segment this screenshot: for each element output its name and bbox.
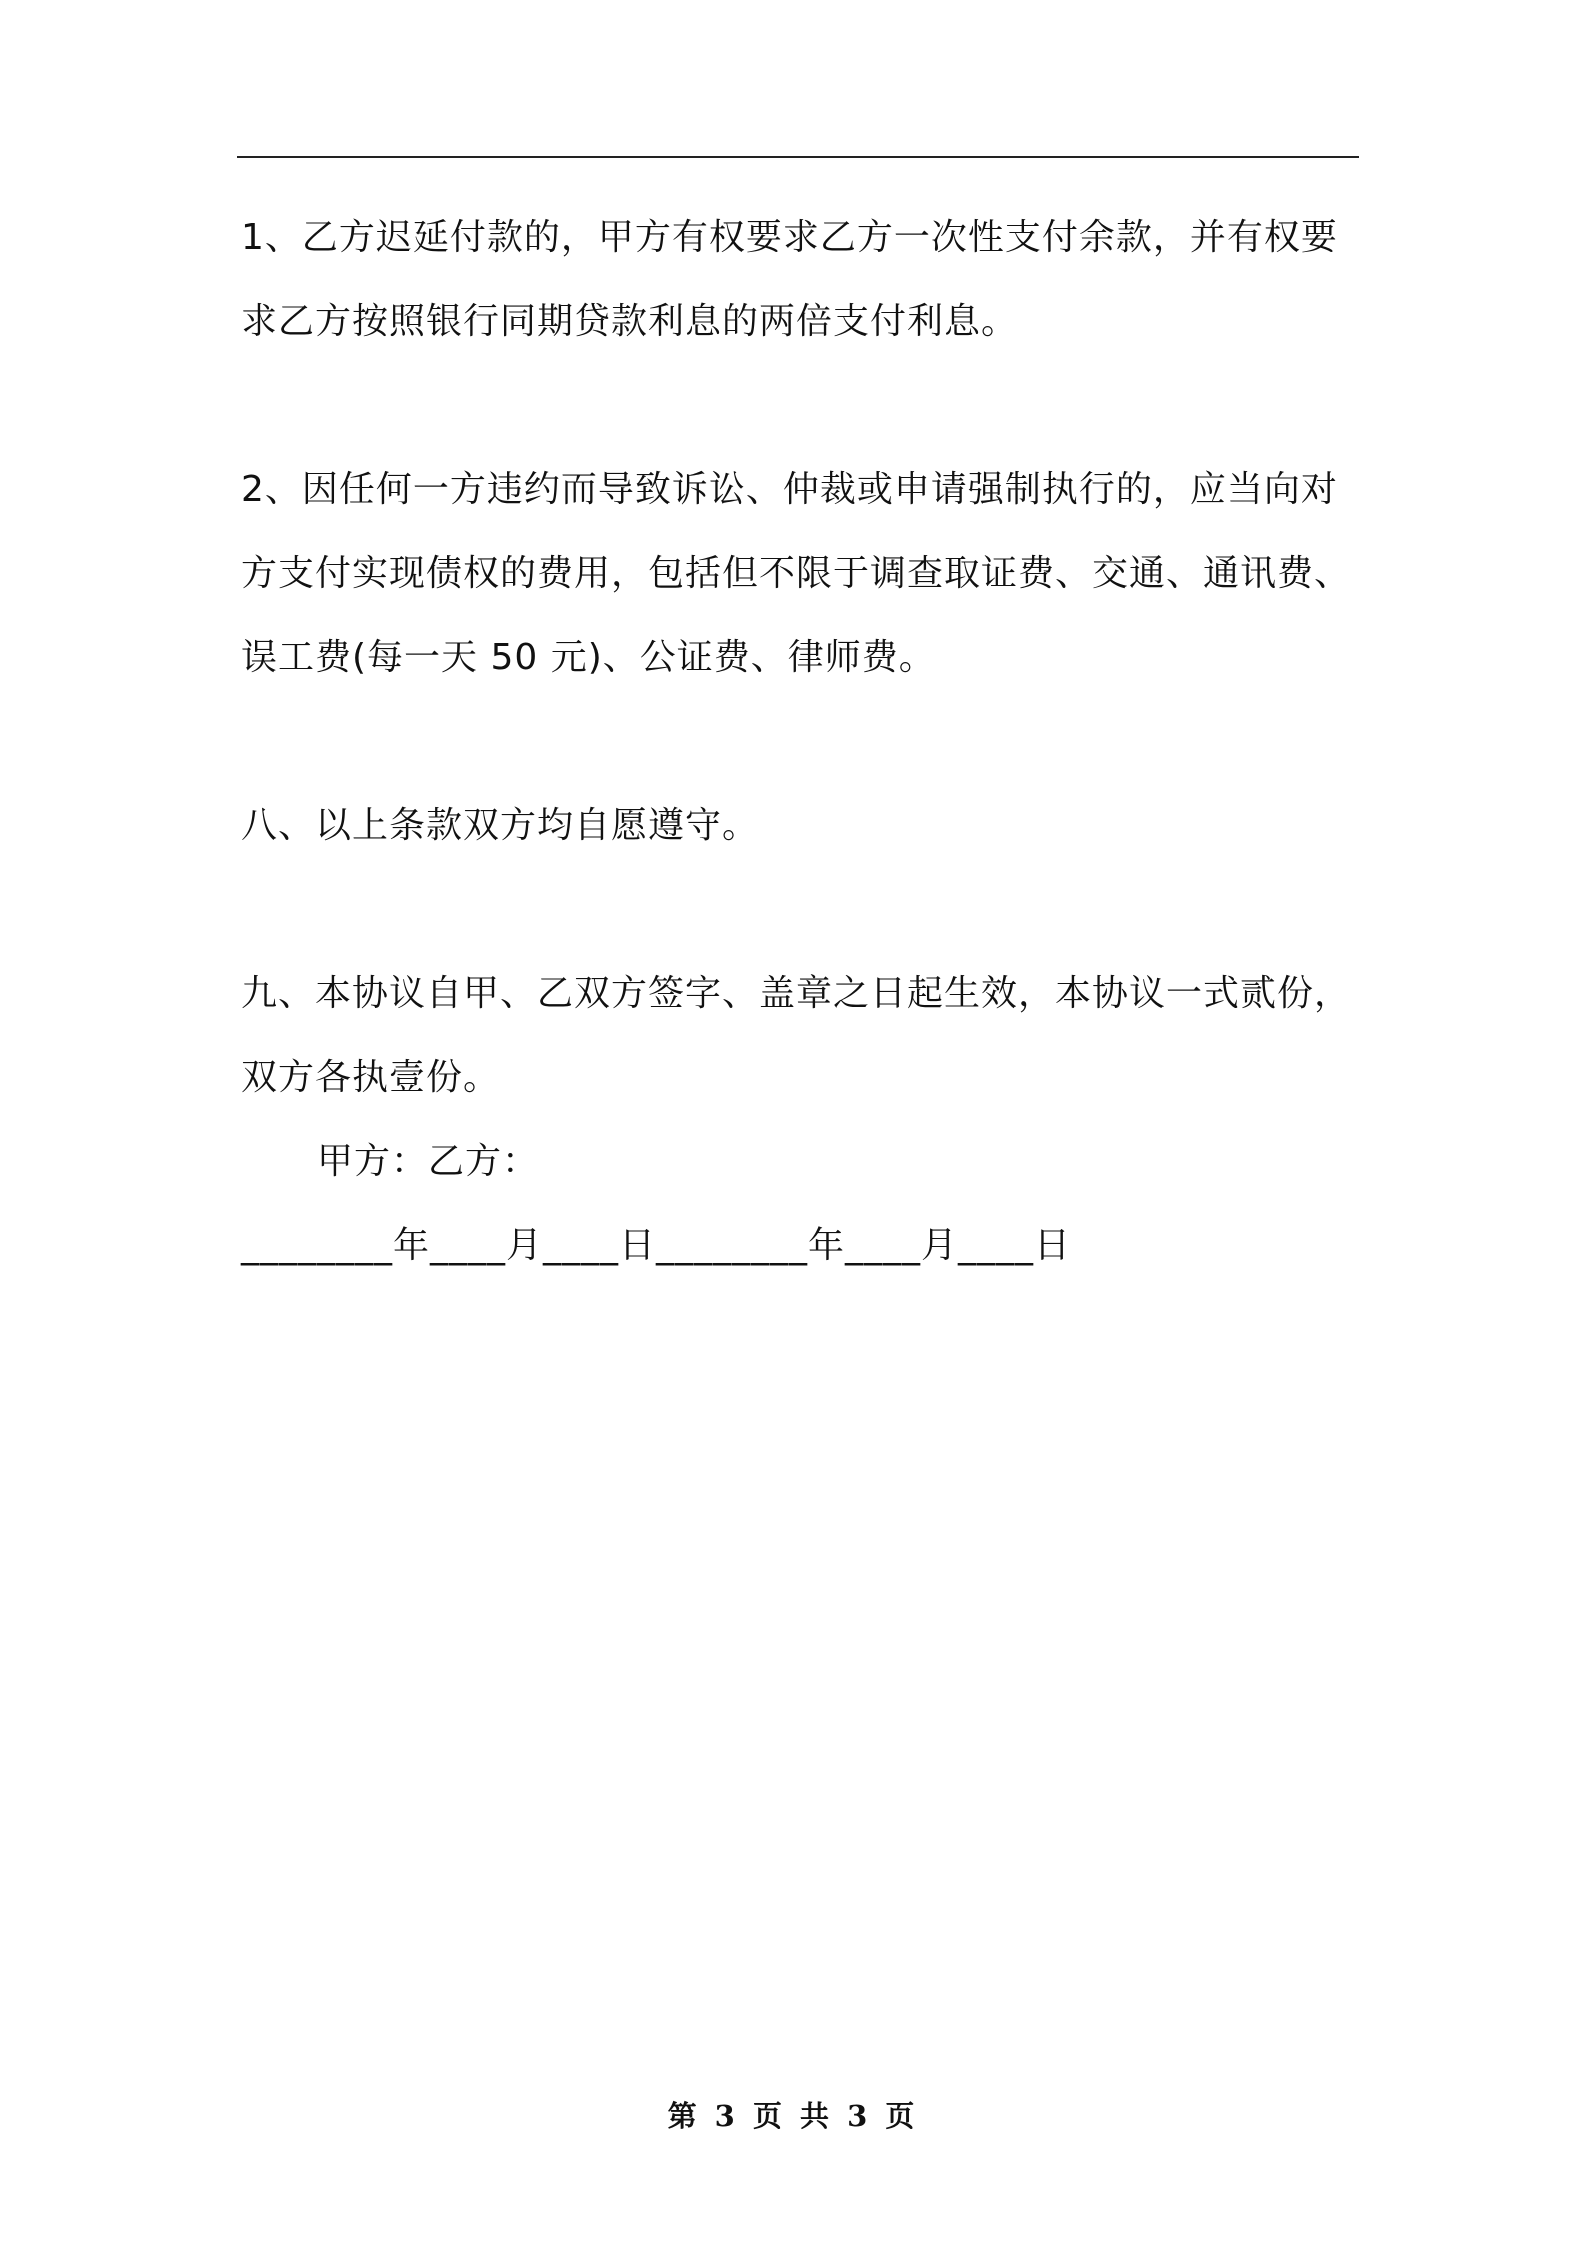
clause-9-effective	[241, 952, 1365, 1120]
clause-line: 九、本协议自甲、乙双方签字、盖章之日起生效，本协议一式贰份，	[241, 973, 1352, 1014]
header-rule	[237, 156, 1359, 158]
clause-line: 双方各执壹份。	[241, 1057, 501, 1098]
clause-1-delay-payment	[241, 196, 1365, 364]
paragraph-gap	[241, 868, 1365, 952]
clause-8-voluntary	[241, 784, 1365, 868]
clause-line: 2、因任何一方违约而导致诉讼、仲裁或申请强制执行的，应当向对	[241, 469, 1338, 510]
clause-line: 1、乙方迟延付款的，甲方有权要求乙方一次性支付余款，并有权要	[241, 217, 1338, 258]
clause-line: 八、以上条款双方均自愿遵守。	[241, 805, 760, 846]
signature-line: 甲方：乙方：	[317, 1141, 540, 1182]
paragraph-gap	[241, 364, 1365, 448]
document-body	[241, 196, 1365, 1288]
date-line: ________年____月____日________年____月____日	[241, 1225, 1071, 1266]
paragraph-gap	[241, 700, 1365, 784]
page-footer: 第 3 页 共 3 页	[667, 2099, 919, 2133]
clause-line: 方支付实现债权的费用，包括但不限于调查取证费、交通、通讯费、	[241, 553, 1352, 594]
clause-line: 误工费(每一天 50 元)、公证费、律师费。	[241, 637, 936, 678]
clause-line: 求乙方按照银行同期贷款利息的两倍支付利息。	[241, 301, 1019, 342]
clause-2-breach-costs	[241, 448, 1365, 700]
